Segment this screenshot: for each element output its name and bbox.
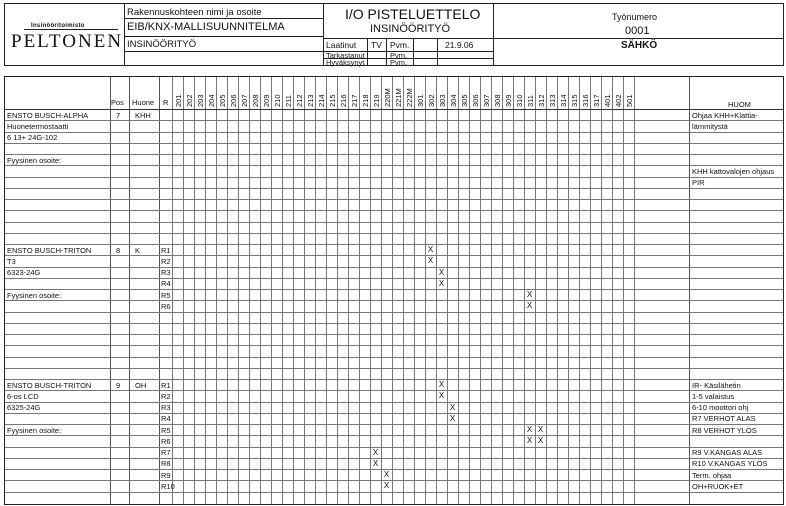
x-mark: X (537, 436, 544, 446)
row-line (5, 210, 783, 211)
x-mark: X (372, 447, 379, 457)
pos-header: Pos (111, 98, 124, 107)
divider (124, 18, 323, 19)
io-column-line (326, 77, 327, 504)
project-label: Rakennuskohteen nimi ja osoite (127, 7, 262, 18)
x-mark: X (526, 301, 533, 311)
io-column-header: 204 (207, 94, 216, 107)
r-header: R (163, 98, 169, 107)
io-column-line (557, 77, 558, 504)
device-text: 6325-24G (7, 403, 41, 412)
work-number: 0001 (625, 25, 650, 37)
company-logo (5, 4, 125, 65)
io-column-header: 317 (592, 94, 601, 107)
x-mark: X (526, 290, 533, 299)
note-text: 6-10 moottori ohj (692, 403, 749, 412)
io-column-line (513, 77, 514, 504)
io-column-header: 216 (339, 94, 348, 107)
io-column-header: 208 (251, 94, 260, 107)
io-column-header: 311 (526, 95, 535, 107)
io-column-header: 303 (438, 94, 447, 107)
x-mark: X (438, 267, 445, 277)
device-text: T3 (7, 256, 16, 266)
x-mark: X (427, 245, 434, 254)
row-line (5, 165, 783, 166)
divider (493, 4, 494, 65)
r-value: R2 (161, 391, 171, 401)
io-column-line (447, 77, 448, 504)
row-line (5, 368, 783, 369)
io-column-header: 215 (328, 94, 337, 107)
io-column-header: 212 (295, 94, 304, 107)
io-column-header: 316 (581, 94, 590, 107)
io-column-line (282, 77, 283, 504)
row-line (5, 244, 783, 245)
row-line (5, 199, 783, 200)
io-column-header: 308 (493, 94, 502, 107)
company-name: PELTONEN (11, 31, 124, 52)
office-name: INSINÖÖRITYÖ (127, 39, 197, 50)
device-text: ENSTO BUSCH-ALPHA (7, 110, 89, 120)
note-text: Term. ohjaa (692, 470, 732, 480)
io-column-header: 301 (416, 94, 425, 107)
row-line (5, 379, 783, 380)
huom-header: HUOM (728, 100, 751, 109)
row-line (5, 345, 783, 346)
io-column-header: 501 (625, 94, 634, 107)
row-line (5, 132, 783, 133)
io-column-line (458, 77, 459, 504)
note-text: Ohjaa KHH+Klattia- (692, 110, 758, 120)
company-small-text: Insinööritoimisto (31, 23, 85, 29)
date-value: 21.9.06 (445, 40, 474, 50)
io-column-line (359, 77, 360, 504)
io-column-header: 314 (559, 94, 568, 107)
divider (323, 4, 324, 65)
io-column-header: 210 (273, 94, 282, 107)
io-column-line (304, 77, 305, 504)
r-value: R10 (161, 481, 175, 491)
io-column-line (392, 77, 393, 504)
io-column-header: 211 (284, 95, 293, 107)
row-line (5, 424, 783, 425)
row-line (5, 357, 783, 358)
x-mark: X (526, 436, 533, 446)
io-column-line (546, 77, 547, 504)
io-column-header: 306 (471, 94, 480, 107)
divider (124, 36, 323, 37)
header-line (5, 109, 783, 110)
r-value: R3 (161, 268, 171, 277)
io-column-line (348, 77, 349, 504)
note-text: lämmitystä (692, 121, 728, 131)
pos-value: 7 (116, 110, 121, 120)
io-column-line (381, 77, 382, 504)
x-mark: X (537, 425, 544, 434)
row-line (5, 289, 783, 290)
room-value: K (135, 245, 141, 255)
note-text: R10 V.KANGAS YLÖS (692, 459, 768, 469)
plan-name: EIB/KNX-MALLISUUNNITELMA (127, 21, 285, 33)
io-column-header: 205 (218, 94, 227, 107)
document-office: INSINÖÖRITYÖ (370, 23, 451, 35)
made-by-value: TV (371, 40, 382, 50)
io-column-header: 305 (460, 94, 469, 107)
io-column-line (337, 77, 338, 504)
r-value: R1 (161, 245, 171, 255)
io-column-header: 222M (405, 88, 414, 107)
x-mark: X (438, 278, 445, 288)
io-column-line (568, 77, 569, 504)
work-number-label: Työnumero (612, 12, 658, 22)
io-column-line (414, 77, 415, 504)
io-column-header: 219 (372, 94, 381, 107)
device-text: Fyysinen osoite: (7, 155, 62, 165)
note-text: 1-5 valaistus (692, 391, 735, 401)
column-line (689, 77, 690, 504)
io-column-line (260, 77, 261, 504)
io-column-header: 401 (603, 94, 612, 107)
note-text: KHH kattovalojen ohjaus (692, 166, 775, 176)
io-column-line (238, 77, 239, 504)
io-column-header: 209 (262, 94, 271, 107)
io-column-line (370, 77, 371, 504)
device-text: Fyysinen osoite: (7, 290, 62, 300)
io-column-line (194, 77, 195, 504)
row-line (5, 334, 783, 335)
io-column-line (249, 77, 250, 504)
row-line (5, 278, 783, 279)
column-line (110, 77, 111, 504)
row-line (5, 255, 783, 256)
x-mark: X (526, 425, 533, 434)
row-line (5, 469, 783, 470)
io-column-header: 304 (449, 94, 458, 107)
io-column-line (612, 77, 613, 504)
io-column-header: 221M (394, 88, 403, 107)
checked-label: Tarkastanut (326, 51, 365, 60)
document-title: I/O PISTELUETTELO (345, 6, 481, 22)
io-column-line (172, 77, 173, 504)
logo-line (24, 29, 118, 30)
row-line (5, 300, 783, 301)
io-column-line (436, 77, 437, 504)
device-text: ENSTO BUSCH-TRITON (7, 380, 92, 390)
io-column-header: 315 (570, 94, 579, 107)
io-column-line (590, 77, 591, 504)
device-text: Huonetermostaatti (7, 121, 69, 131)
row-line (5, 267, 783, 268)
made-by-label: Laatinut (326, 40, 357, 50)
r-value: R8 (161, 459, 171, 469)
pos-value: 8 (116, 245, 121, 255)
io-column-header: 220M (383, 88, 392, 107)
divider (493, 38, 783, 39)
x-mark: X (449, 402, 456, 412)
discipline: SÄHKÖ (621, 40, 658, 51)
row-line (5, 323, 783, 324)
device-text: 6-os LCD (7, 391, 39, 401)
row-line (5, 480, 783, 481)
x-mark: X (438, 391, 445, 401)
note-text: PIR (692, 178, 705, 187)
device-text: Fyysinen osoite: (7, 425, 62, 435)
row-line (5, 402, 783, 403)
io-column-line (216, 77, 217, 504)
x-mark: X (383, 470, 390, 479)
r-value: R6 (161, 301, 171, 311)
io-column-line (579, 77, 580, 504)
checked-date-label: Pvm. (390, 51, 408, 60)
r-value: R7 (161, 448, 171, 457)
io-column-line (480, 77, 481, 504)
io-column-header: 302 (427, 94, 436, 107)
io-column-line (425, 77, 426, 504)
io-column-header: 202 (185, 94, 194, 107)
row-line (5, 413, 783, 414)
r-value: R9 (161, 470, 171, 480)
row-line (5, 143, 783, 144)
row-line (5, 120, 783, 121)
device-text: 6323-24G (7, 268, 41, 277)
io-column-header: 218 (361, 94, 370, 107)
row-line (5, 390, 783, 391)
date-label: Pvm. (390, 40, 410, 50)
note-text: R8 VERHOT YLÖS (692, 425, 757, 435)
io-column-header: 310 (515, 94, 524, 107)
io-point-table (4, 76, 784, 505)
x-mark: X (383, 481, 390, 491)
x-mark: X (449, 413, 456, 423)
io-column-line (293, 77, 294, 504)
note-text: OH+RUOK+ET (692, 481, 744, 491)
row-line (5, 233, 783, 234)
row-line (5, 177, 783, 178)
io-column-header: 313 (548, 94, 557, 107)
row-line (5, 312, 783, 313)
io-column-header: 217 (350, 94, 359, 107)
device-text: 6 13+ 24G-102 (7, 133, 58, 142)
approved-label: Hyväksynyt (326, 58, 365, 67)
io-column-line (491, 77, 492, 504)
io-column-line (315, 77, 316, 504)
row-line (5, 458, 783, 459)
pos-value: 9 (116, 380, 121, 390)
io-column-line (469, 77, 470, 504)
io-column-line (623, 77, 624, 504)
device-text: ENSTO BUSCH-TRITON (7, 245, 92, 255)
io-column-header: 312 (537, 94, 546, 107)
row-line (5, 154, 783, 155)
r-value: R6 (161, 436, 171, 446)
room-value: KHH (135, 110, 151, 120)
x-mark: X (372, 458, 379, 468)
divider (323, 38, 493, 39)
r-value: R4 (161, 279, 171, 289)
r-value: R1 (161, 380, 171, 390)
io-column-line (634, 77, 635, 504)
row-line (5, 188, 783, 189)
io-column-header: 201 (174, 94, 183, 107)
io-column-line (227, 77, 228, 504)
io-column-line (403, 77, 404, 504)
r-value: R4 (161, 414, 171, 424)
io-column-header: 203 (196, 94, 205, 107)
note-text: IR- Käsilähetin (692, 380, 741, 390)
r-value: R5 (161, 290, 171, 300)
row-line (5, 492, 783, 493)
note-text: R7 VERHOT ALAS (692, 414, 756, 424)
column-line (159, 77, 160, 504)
io-column-header: 206 (229, 94, 238, 107)
io-column-header: 207 (240, 94, 249, 107)
row-line (5, 222, 783, 223)
note-text: R9 V.KANGAS ALAS (692, 448, 763, 457)
io-column-header: 214 (317, 94, 326, 107)
room-value: OH (135, 380, 147, 390)
io-column-line (271, 77, 272, 504)
x-mark: X (438, 380, 445, 389)
r-value: R3 (161, 403, 171, 412)
row-line (5, 435, 783, 436)
r-value: R5 (161, 425, 171, 435)
divider (124, 51, 323, 52)
approved-date-label: Pvm. (390, 58, 408, 67)
r-value: R2 (161, 256, 171, 266)
io-column-header: 213 (306, 94, 315, 107)
title-block (4, 3, 784, 66)
column-line (129, 77, 130, 504)
io-column-line (183, 77, 184, 504)
io-column-header: 309 (504, 94, 513, 107)
io-column-line (601, 77, 602, 504)
io-column-line (205, 77, 206, 504)
x-mark: X (427, 256, 434, 266)
room-header: Huone (132, 98, 155, 107)
row-line (5, 447, 783, 448)
io-column-header: 307 (482, 94, 491, 107)
io-column-line (502, 77, 503, 504)
io-column-header: 402 (614, 94, 623, 107)
